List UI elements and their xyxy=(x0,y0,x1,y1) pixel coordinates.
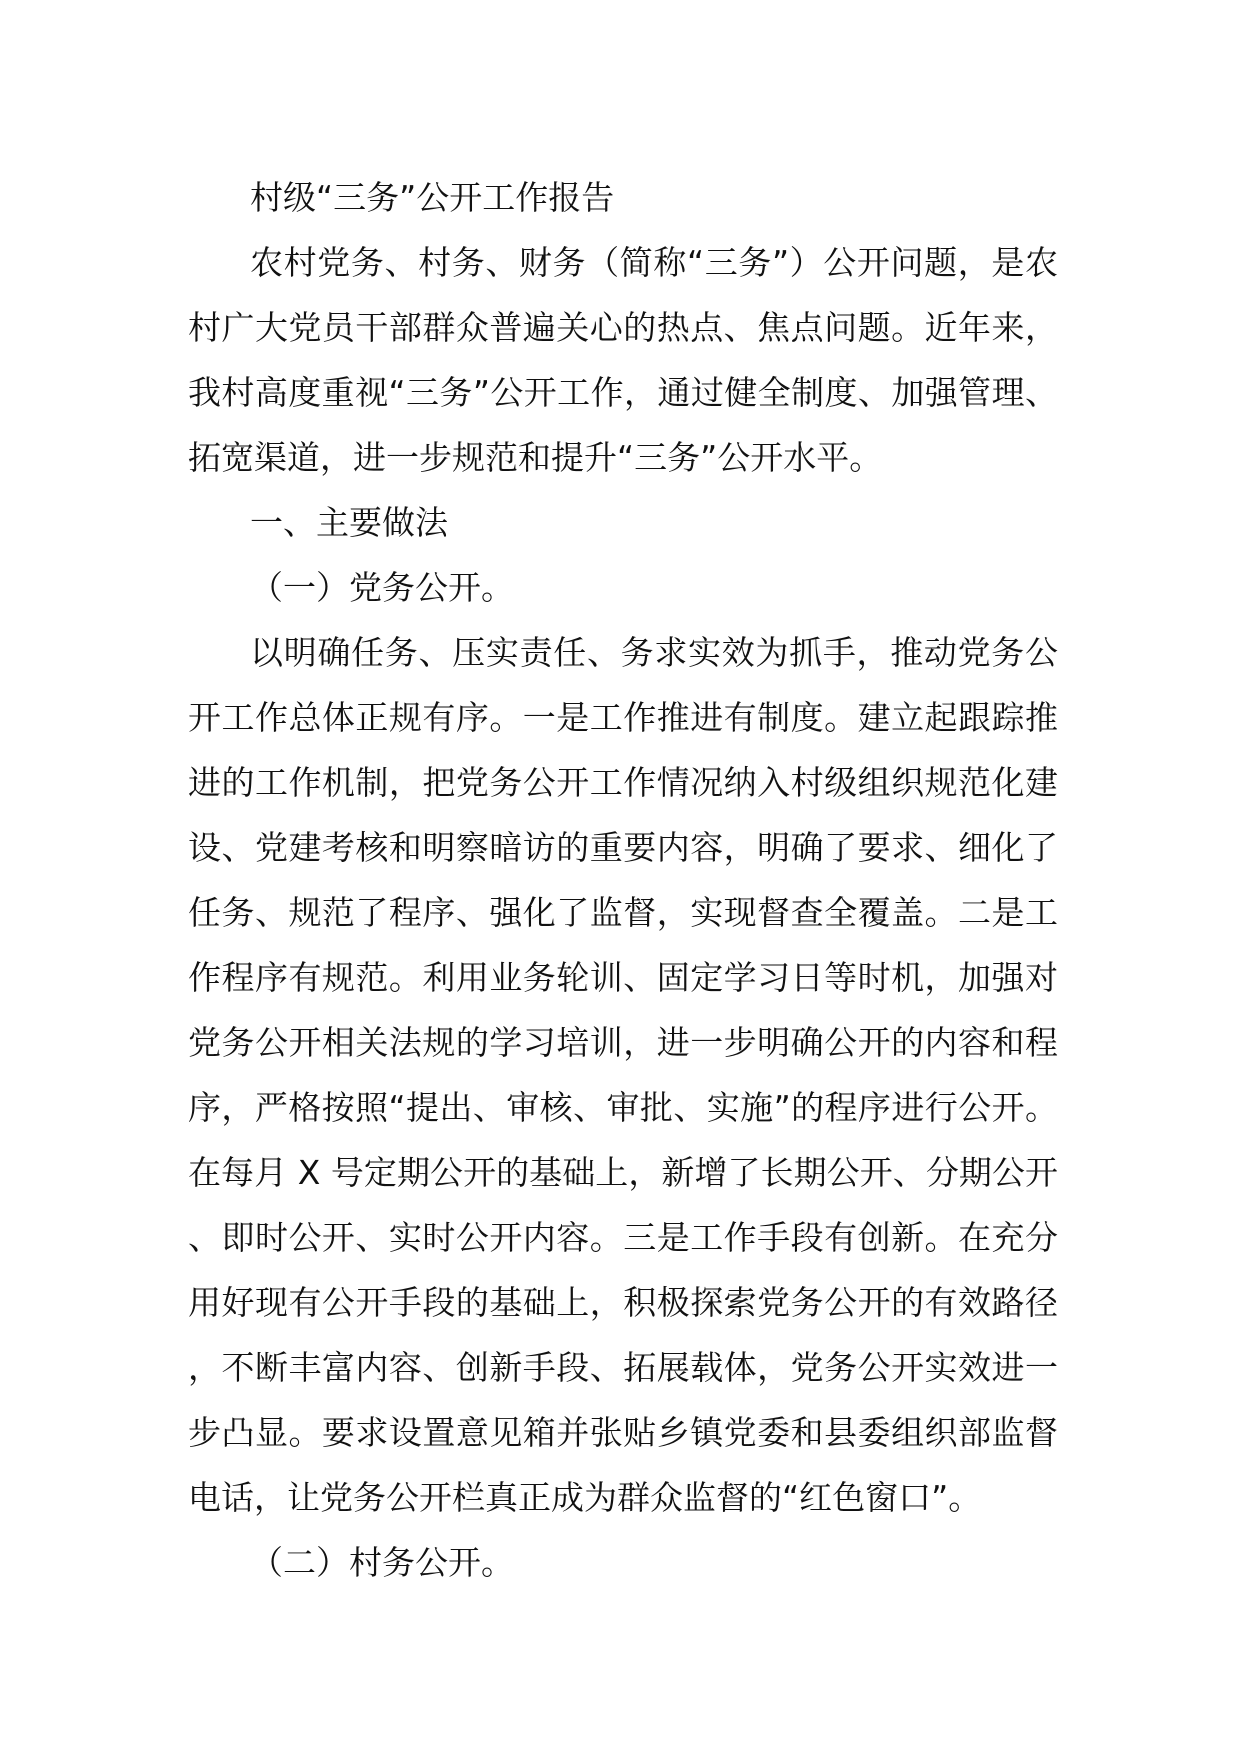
subsection-heading-village-affairs: （二）村务公开。 xyxy=(250,1543,514,1582)
section-heading-main-practices: 一、主要做法 xyxy=(250,503,448,542)
subsection-heading-party-affairs: （一）党务公开。 xyxy=(250,568,514,607)
party-affairs-paragraph: 以明确任务、压实责任、务求实效为抓手，推动党务公开工作总体正规有序。一是工作推进有制度。建立起跟踪推进的工作机制，把党务公开工作情况纳入村级组织规范化建设、党建考核和明察暗访的重要内容，明确了要求、细化了任务、规范了程序、强化了监督，实现督查全覆盖。二是工作程序有规范。利用业务轮训、固定学习日等时机，加强对党务公开相关法规的学习培训，进一步明确公开的内容和程序，严格按照“提出、审核、审批、实施”的程序进行公开。在每月 X 号定期公开的基础上，新增了长期公开、分期公开、即时公开、实时公开内容。三是工作手段有创新。在充分用好现有公开手段的基础上，积极探索党务公开的有效路径，不断丰富内容、创新手段、拓展载体，党务公开实效进一步凸显。要求设置意见箱并张贴乡镇党委和县委组织部监督电话，让党务公开栏真正成为群众监督的“红色窗口”。 xyxy=(188,633,1058,1517)
document-body xyxy=(188,165,1058,1595)
intro-paragraph: 农村党务、村务、财务（简称“三务”）公开问题，是农村广大党员干部群众普遍关心的热点、焦点问题。近年来，我村高度重视“三务”公开工作，通过健全制度、加强管理、拓宽渠道，进一步规范和提升“三务”公开水平。 xyxy=(188,243,1058,477)
document-title: 村级“三务”公开工作报告 xyxy=(250,178,615,217)
